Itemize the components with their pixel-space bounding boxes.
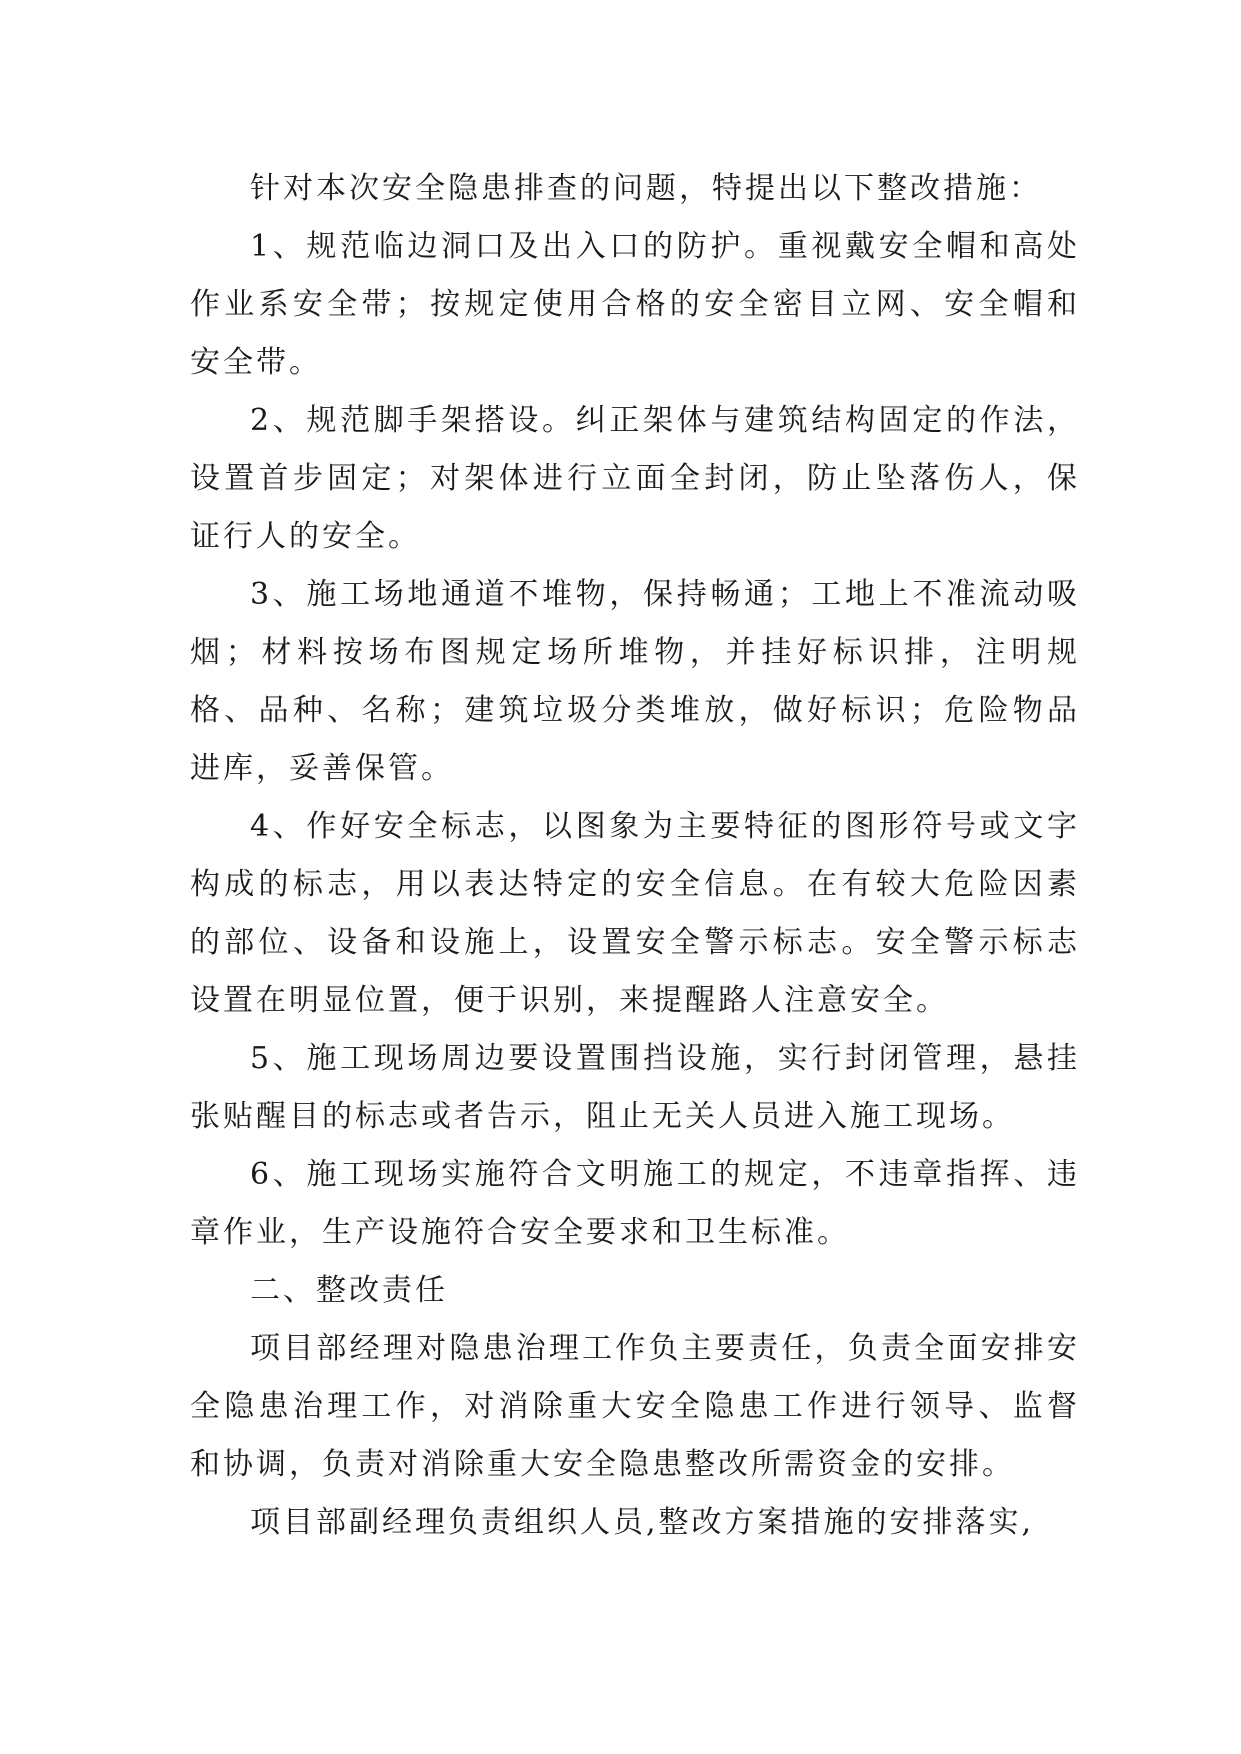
measure-5-paragraph: 5、施工现场周边要设置围挡设施，实行封闭管理，悬挂张贴醒目的标志或者告示，阻止无关人员进入施工现场。 [190,1041,1080,1134]
document-body [190,160,1080,1552]
measure-1-paragraph: 1、规范临边洞口及出入口的防护。重视戴安全帽和高处作业系安全带；按规定使用合格的安全密目立网、安全帽和安全带。 [190,229,1080,380]
measure-2-paragraph: 2、规范脚手架搭设。纠正架体与建筑结构固定的作法，设置首步固定；对架体进行立面全封闭，防止坠落伤人，保证行人的安全。 [190,403,1080,554]
measure-4-paragraph: 4、作好安全标志，以图象为主要特征的图形符号或文字构成的标志，用以表达特定的安全信息。在有较大危险因素的部位、设备和设施上，设置安全警示标志。安全警示标志设置在明显位置，便于识别，来提醒路人注意安全。 [190,809,1080,1018]
deputy-manager-paragraph: 项目部副经理负责组织人员,整改方案措施的安排落实, [250,1505,1035,1540]
section-heading: 二、整改责任 [250,1273,448,1308]
measure-3-paragraph: 3、施工场地通道不堆物，保持畅通；工地上不准流动吸烟；材料按场布图规定场所堆物，并挂好标识排，注明规格、品种、名称；建筑垃圾分类堆放，做好标识；危险物品进库，妥善保管。 [190,577,1080,786]
measure-6-paragraph: 6、施工现场实施符合文明施工的规定，不违章指挥、违章作业，生产设施符合安全要求和卫生标准。 [190,1157,1080,1250]
manager-responsibility-paragraph: 项目部经理对隐患治理工作负主要责任，负责全面安排安全隐患治理工作，对消除重大安全隐患工作进行领导、监督和协调，负责对消除重大安全隐患整改所需资金的安排。 [190,1331,1080,1482]
intro-paragraph: 针对本次安全隐患排查的问题，特提出以下整改措施： [250,171,1042,206]
